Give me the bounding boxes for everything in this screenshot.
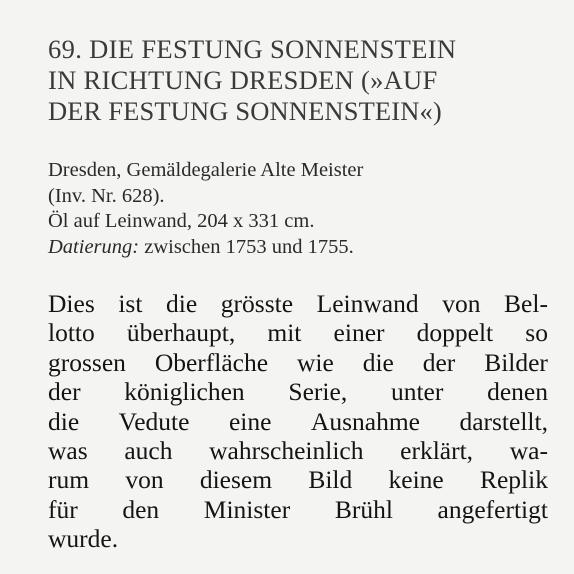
body-line (48, 465, 548, 494)
body-word: die (362, 347, 394, 377)
body-word: unter (390, 377, 444, 407)
body-word: Leinwand (316, 289, 419, 318)
body-word: die (166, 289, 198, 318)
dating-line (48, 235, 568, 261)
body-word: Replik (479, 465, 548, 495)
body-word: Ausnahme (310, 406, 420, 436)
medium-dimensions: Öl auf Leinwand, 204 x 331 cm. (48, 210, 315, 232)
dating-value: zwischen 1753 und 1755. (139, 235, 354, 258)
body-word: wie (296, 347, 334, 377)
body-word: der (48, 377, 81, 407)
body-word: so (525, 318, 548, 348)
body-word: erklärt, (400, 435, 474, 465)
body-word: eine (228, 406, 272, 436)
body-word: wurde. (48, 524, 119, 554)
body-word: Oberfläche (154, 347, 269, 377)
body-paragraph (48, 289, 548, 554)
body-line (48, 348, 548, 377)
body-word: wa- (509, 435, 548, 465)
dating-label: Datierung: (48, 235, 140, 258)
body-line (48, 524, 548, 553)
body-word: angefertigt (437, 494, 548, 524)
body-word: rum (48, 465, 90, 495)
body-line (48, 377, 548, 406)
body-word: lotto (48, 318, 95, 348)
body-word: auch (124, 435, 173, 465)
body-word: Bild (308, 465, 353, 495)
body-word: Minister (203, 494, 291, 524)
body-word: denen (487, 377, 548, 407)
body-word: grösste (220, 289, 294, 318)
body-word: für (48, 494, 78, 524)
body-word: überhaupt, (126, 318, 236, 348)
body-word: diesem (199, 465, 273, 495)
body-line (48, 289, 548, 318)
location-line-2: (Inv. Nr. 628). (48, 184, 165, 207)
body-word: Vedute (118, 406, 190, 436)
body-word: grossen (48, 347, 126, 377)
body-word: darstellt, (459, 406, 548, 436)
catalog-metadata (48, 158, 568, 260)
title-line-3: DER FESTUNG SONNENSTEIN«) (48, 96, 442, 126)
body-line (48, 495, 548, 524)
title-line-2: IN RICHTUNG DRESDEN (»AUF (48, 65, 438, 95)
body-word: Bilder (484, 347, 548, 377)
body-word: ist (118, 289, 143, 318)
body-line (48, 407, 548, 436)
body-word: wahrscheinlich (209, 435, 364, 465)
location-line-1: Dresden, Gemäldegalerie Alte Meister (48, 159, 364, 181)
body-word: Serie, (288, 377, 348, 407)
title-line-1: 69. DIE FESTUNG SONNENSTEIN (48, 34, 457, 64)
body-line (48, 436, 548, 465)
body-word: die (48, 406, 80, 436)
body-word: mit (267, 318, 302, 348)
body-word: was (48, 435, 88, 465)
body-word: Brühl (334, 494, 393, 524)
body-word: königlichen (124, 377, 245, 407)
body-word: der (422, 347, 456, 377)
body-word: doppelt (416, 318, 494, 348)
body-word: von (125, 465, 164, 495)
body-word: Bel- (504, 289, 548, 318)
body-word: Dies (48, 289, 95, 318)
body-word: einer (333, 318, 385, 348)
body-word: den (122, 494, 160, 524)
body-word: von (442, 289, 481, 318)
body-word: keine (388, 465, 444, 495)
catalog-entry-title (48, 34, 568, 127)
body-line (48, 318, 548, 347)
